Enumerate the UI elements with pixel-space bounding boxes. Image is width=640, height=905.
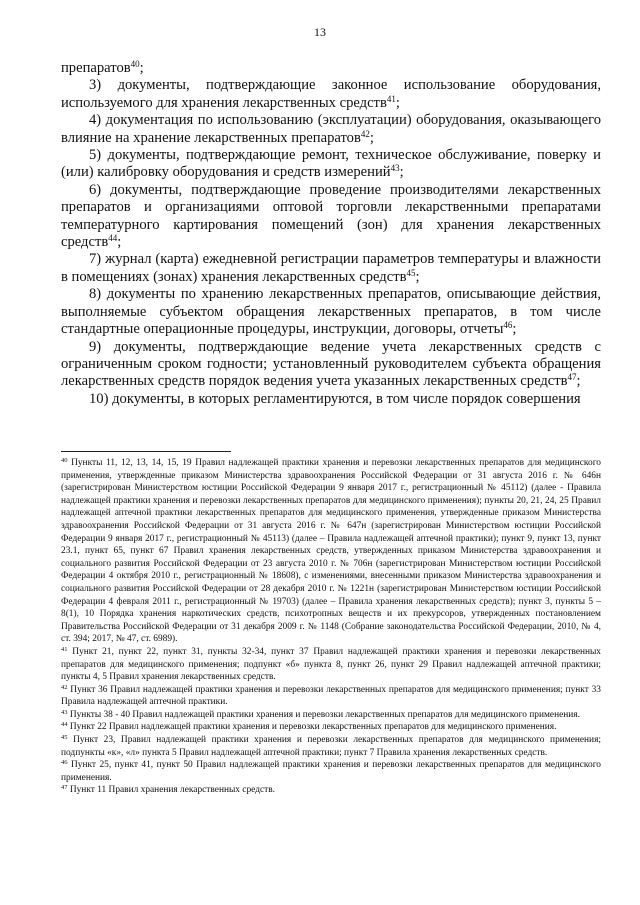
paragraph-text: 8) документы по хранению лекарственных препаратов, описывающие действия, выполняемые субъектом обращения лекарственных препаратов, в том числе стандартные операционные процедуры, инструкции, договоры, отчеты xyxy=(61,286,601,338)
footnote-number: 42 xyxy=(61,683,68,691)
main-text xyxy=(61,60,601,408)
paragraph xyxy=(61,77,601,112)
paragraph-text: 5) документы, подтверждающие ремонт, техническое обслуживание, поверку и (или) калибровку оборудования и средств измерений xyxy=(61,147,601,181)
footnote-text: Пункты 11, 12, 13, 14, 15, 19 Правил надлежащей практики хранения и перевозки лекарственных препаратов для медицинского применения, утвержденные приказом Министерства здравоохранения Российской Федерации от 31 августа 2016 г. № 646н (зарегистрирован Министерством юстиции Российской Федерации 9 января 2017 г., регистрационный № 45112) (далее - Правила надлежащей практики хранения и перевозки лекарственных препаратов для медицинского применения); пункты 20, 21, 24, 25 Правил надлежащей аптечной практики лекарственных препаратов для медицинского применения, утвержденные приказом Министерства здравоохранения Российской Федерации от 31 августа 2016 г. № 647н (зарегистрирован Министерством юстиции Российской Федерации 9 января 2017 г., регистрационный № 45113) (далее – Правила надлежащей аптечной практики); пункт 9, пункт 13, пункт 23.1, пункт 65, пункт 67 Правил хранения лекарственных средств, утвержденных приказом Министерства здравоохранения и социального развития Российской Федерации от 23 августа 2010 г. № 706н (зарегистрирован Министерством юстиции Российской Федерации 4 октября 2010 г., регистрационный № 18608), с изменениями, внесенными приказом Министерства здравоохранения и социального развития Российской Федерации от 28 декабря 2010 г. № 1221н (зарегистрирован Министерством юстиции Российской Федерации 4 февраля 2011 г., регистрационный № 19703) (далее – Правила хранения лекарственных средств); пункт 3, пункты 5 – 8(1), 10 Порядка хранения наркотических средств, психотропных веществ и их прекурсоров, утвержденных постановлением Правительства Российской Федерации от 31 декабря 2009 г. № 1148 (Собрание законодательства Российской Федерации, 2010, № 4, ст. 394; 2017, № 47, ст. 6989). xyxy=(61,458,601,645)
punctuation: ; xyxy=(576,373,581,390)
footnote xyxy=(61,646,601,684)
punctuation: ; xyxy=(139,60,144,76)
footnote-text: Пункт 25, пункт 41, пункт 50 Правил надлежащей практики хранения и перевозки лекарственных препаратов для медицинского применения. xyxy=(61,760,601,783)
punctuation: ; xyxy=(395,94,400,111)
footnote xyxy=(61,759,601,784)
footnote-ref: 43 xyxy=(390,163,400,174)
footnote xyxy=(61,457,601,646)
footnote-number: 47 xyxy=(61,784,68,792)
paragraph xyxy=(61,251,601,286)
footnote-ref: 47 xyxy=(567,372,577,383)
footnotes xyxy=(61,457,601,797)
punctuation: ; xyxy=(512,321,517,338)
footnote-text: Пункты 38 - 40 Правил надлежащей практики хранения и перевозки лекарственных препаратов для медицинского применения. xyxy=(67,709,580,720)
paragraph xyxy=(61,182,601,252)
footnote-number: 40 xyxy=(61,457,68,464)
paragraph xyxy=(61,391,601,408)
paragraph xyxy=(61,60,601,77)
footnote-ref: 46 xyxy=(503,320,513,331)
paragraph-text: 3) документы, подтверждающие законное использование оборудования, используемого для хранения лекарственных средств xyxy=(61,77,601,111)
paragraph-text: 7) журнал (карта) ежедневной регистрации параметров температуры и влажности в помещениях (зонах) хранения лекарственных средств xyxy=(61,251,601,285)
footnote-separator xyxy=(61,451,231,452)
footnote xyxy=(61,734,601,759)
paragraph xyxy=(61,339,601,391)
paragraph-text: 10) документы, в которых регламентируются, в том числе порядок совершения xyxy=(89,390,581,407)
paragraph-text: препаратов xyxy=(61,60,131,76)
paragraph-text: 4) документация по использованию (эксплуатации) оборудования, оказывающего влияние на хранение лекарственных препаратов xyxy=(61,112,601,146)
footnote-text: Пункт 21, пункт 22, пункт 31, пункты 32-34, пункт 37 Правил надлежащей практики хранения и перевозки лекарственных препаратов для медицинского применения; подпункт «б» пункта 8, пункт 26, пункт 29 Правил надлежащей аптечной практики; пункты 4, 5 Правил хранения лекарственных средств. xyxy=(61,646,601,683)
punctuation: ; xyxy=(117,234,122,251)
footnote-number: 46 xyxy=(61,759,68,767)
punctuation: ; xyxy=(369,129,374,146)
footnote-text: Пункт 36 Правил надлежащей практики хранения и перевозки лекарственных препаратов для медицинского применения; пункт 33 Правила надлежащей аптечной практики. xyxy=(61,684,601,708)
footnote-ref: 45 xyxy=(406,267,416,278)
footnote-ref: 41 xyxy=(386,93,396,104)
paragraph-text: 9) документы, подтверждающие ведение учета лекарственных средств с ограниченным сроком годности; установленный руководителем субъекта обращения лекарственных средств порядок ведения учета указанных лекарственных средств xyxy=(61,338,601,390)
footnote-text: Пункт 11 Правил хранения лекарственных средств. xyxy=(67,785,275,796)
footnote-text: Пункт 22 Правил надлежащей практики хранения и перевозки лекарственных препаратов для медицинского применения. xyxy=(67,722,557,733)
paragraph xyxy=(61,112,601,147)
footnote-text: Пункт 23, Правил надлежащей практики хранения и перевозки лекарственных препаратов для медицинского применения; подпункты «к», «л» пункта 5 Правил надлежащей аптечной практики; пункт 7 Правила хранения лекарственных средств. xyxy=(61,735,601,758)
paragraph xyxy=(61,286,601,338)
footnote-number: 45 xyxy=(61,734,68,742)
paragraph xyxy=(61,147,601,182)
footnote-ref: 42 xyxy=(360,128,370,139)
footnote-ref: 40 xyxy=(130,59,140,69)
footnote xyxy=(61,784,601,797)
footnote-number: 44 xyxy=(61,721,68,729)
footnote-number: 43 xyxy=(61,708,68,716)
footnote xyxy=(61,709,601,722)
footnote-ref: 44 xyxy=(108,233,118,244)
paragraph-text: 6) документы, подтверждающие проведение производителями лекарственных препаратов и организациями оптовой торговли лекарственными препаратами температурного картирования помещений (зон) для хранения лекарственных средств xyxy=(61,181,601,251)
footnote-number: 41 xyxy=(61,645,68,653)
punctuation: ; xyxy=(415,268,420,285)
footnote xyxy=(61,721,601,734)
punctuation: ; xyxy=(399,164,404,181)
footnote xyxy=(61,684,601,709)
page-number: 13 xyxy=(314,25,326,39)
